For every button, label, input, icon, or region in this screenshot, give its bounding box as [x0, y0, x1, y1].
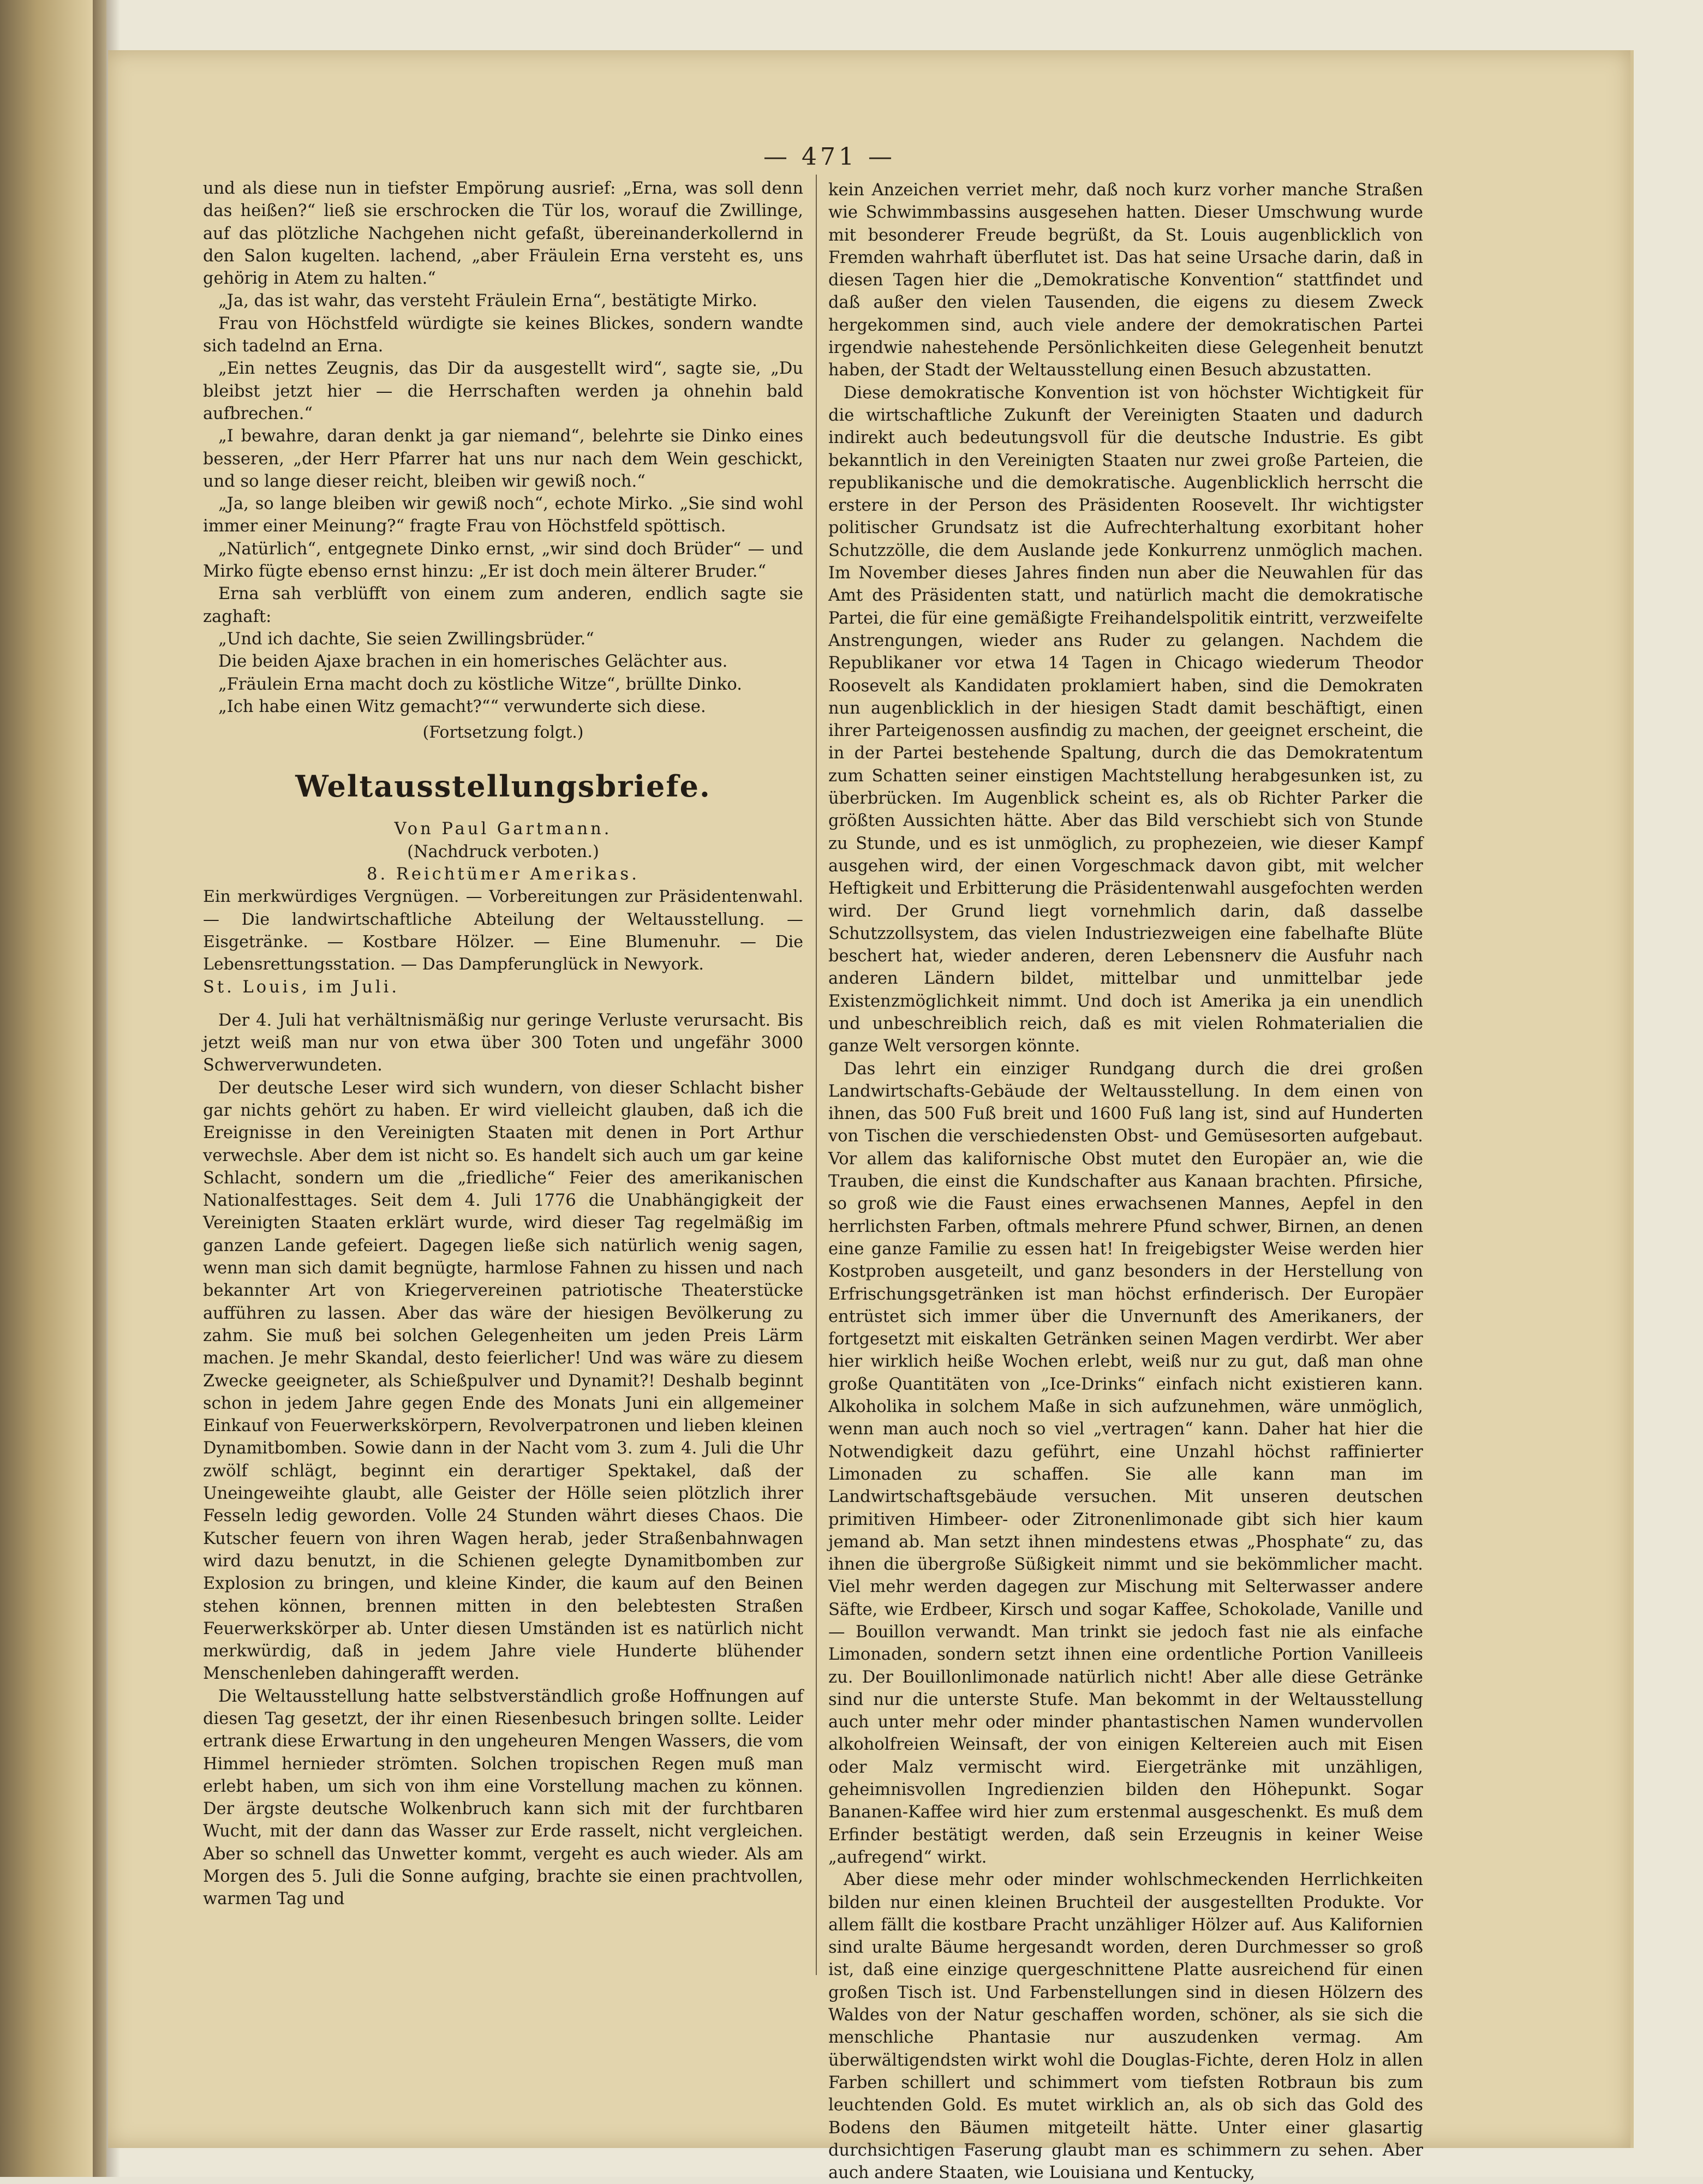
article-paragraph: Das lehrt ein einziger Rundgang durch die drei großen Landwirtschafts-Gebäude der Weltausstellung. In dem einen von ihnen, das 500 Fuß breit und 1600 Fuß lang ist, sind auf Hunderten von Tischen die verschiedensten Obst- und Gemüsesorten aufgebaut. Vor allem das kalifornische Obst mutet den Europäer an, wie die Trauben, die einst die Kundschafter aus Kanaan brachten. Pfirsiche, so groß wie die Faust eines erwachsenen Mannes, Aepfel in den herrlichsten Farben, oftmals mehrere Pfund schwer, Birnen, an denen eine ganze Familie zu essen hat! In freigebigster Weise werden hier Kostproben ausgeteilt, und ganz besonders in der Herstellung von Erfrischungsgetränken ist man höchst erfinderisch. Der Europäer entrüstet sich immer über die Unvernunft des Amerikaners, der fortgesetzt mit eiskalten Getränken seinen Magen verdirbt. Wer aber hier wirklich heiße Wochen erlebt, weiß nur zu gut, daß man ohne große Quantitäten von „Ice-Drinks“ einfach nicht existieren kann. Alkoholika in solchem Maße in sich aufzunehmen, wäre unmöglich, wenn man auch noch so viel „vertragen“ kann. Daher hat hier die Notwendigkeit dazu geführt, eine Unzahl höchst raffinierter Limonaden zu schaffen. Sie alle kann man im Landwirtschaftsgebäude versuchen. Mit unseren deutschen primitiven Himbeer- oder Zitronenlimonade gibt sich hier kaum jemand ab. Man setzt ihnen mindestens etwas „Phosphate“ zu, das ihnen die übergroße Süßigkeit nimmt und sie bekömmlicher macht. Viel mehr werden dagegen zur Mischung mit Selterwasser andere Säfte, wie Erdbeer, Kirsch und sogar Kaffee, Schokolade, Vanille und — Bouillon verwandt. Man trinkt sie jedoch fast nie als einfache Limonaden, sondern setzt ihnen eine ordentliche Portion Vanilleeis zu. Der Bouillonlimonade natürlich nicht! Aber alle diese Getränke sind nur die unterste Stufe. Man bekommt in der Weltausstellung auch unter mehr oder minder phantastischen Namen wundervollen alkoholfreien Weinsaft, der von einigen Keltereien auch mit Eisen oder Malz vermischt wird. Eiergetränke mit unzähligen, geheimnisvollen Ingredienzien bilden den Höhepunkt. Sogar Bananen-Kaffee wird hier zum erstenmal ausgeschenkt. Es muß dem Erfinder bestätigt werden, daß sein Erzeugnis in keiner Weise „aufregend“ wirkt.: [828, 1059, 1423, 1867]
story-paragraph: Frau von Höchstfeld würdigte sie keines Blickes, sondern wandte sich tadelnd an Erna.: [203, 314, 803, 356]
story-paragraph: „Ein nettes Zeugnis, das Dir da ausgestellt wird“, sagte sie, „Du bleibst jetzt hier — die Herrschaften werden ja ohnehin bald aufbrechen.“: [203, 359, 803, 423]
story-paragraph: „Ja, das ist wahr, das versteht Fräulein Erna“, bestätigte Mirko.: [218, 291, 757, 311]
reprint-note: (Nachdruck verboten.): [407, 842, 599, 861]
article-paragraph: kein Anzeichen verriet mehr, daß noch kurz vorher manche Straßen wie Schwimmbassins ausgesehen hatten. Dieser Umschwung wurde mit besonderer Freude begrüßt, da St. Louis augenblicklich von Fremden wahrhaft überflutet ist. Das hat seine Ursache darin, daß in diesen Tagen hier die „Demokratische Konvention“ stattfindet und daß außer den vielen Tausenden, die eigens zu diesem Zweck hergekommen sind, auch viele andere der demokratischen Partei irgendwie nahestehende Persönlichkeiten diese Gelegenheit benutzt haben, der Stadt der Weltausstellung einen Besuch abzustatten.: [828, 181, 1423, 380]
story-paragraph: „I bewahre, daran denkt ja gar niemand“, belehrte sie Dinko eines besseren, „der Herr Pfarrer hat uns nur nach dem Wein geschickt, und so lange dieser reicht, bleiben wir gewiß noch.“: [203, 427, 803, 491]
left-column: [203, 177, 803, 1911]
article-paragraph: Aber diese mehr oder minder wohlschmeckenden Herrlichkeiten bilden nur einen kleinen Bruchteil der ausgestellten Produkte. Vor allem fällt die kostbare Pracht unzähliger Hölzer auf. Aus Kalifornien sind uralte Bäume hergesandt worden, deren Durchmesser so groß ist, daß eine einzige quergeschnittene Platte ausreichend für einen großen Tisch ist. Und Farbenstellungen sind in diesen Hölzern des Waldes von der Natur geschaffen worden, schöner, als sie sich die menschliche Phantasie nur auszudenken vermag. Am überwältigendsten wirkt wohl die Douglas-Fichte, deren Holz in allen Farben schillert und schimmert vom tiefsten Rotbraun bis zum leuchtenden Gold. Es mutet wirklich an, als ob sich das Gold des Bodens den Bäumen mitgeteilt hätte. Unter einer glasartig durchsichtigen Faserung glaubt man es schimmern zu sehen. Aber auch andere Staaten, wie Louisiana und Kentucky,: [828, 1870, 1423, 2183]
story-paragraph: und als diese nun in tiefster Empörung ausrief: „Erna, was soll denn das heißen?“ ließ sie erschrocken die Tür los, worauf die Zwillinge, auf das plötzliche Nachgehen nicht gefaßt, übereinanderkollernd in den Salon kugelten. lachend, „aber Fräulein Erna versteht es, uns gehörig in Atem zu halten.“: [203, 179, 803, 289]
article-paragraph: Der 4. Juli hat verhältnismäßig nur geringe Verluste verursacht. Bis jetzt weiß man nur von etwa über 300 Toten und ungefähr 3000 Schwerverwundeten.: [203, 1010, 803, 1075]
article-title: Weltausstellungsbriefe.: [295, 769, 711, 804]
article-paragraph: Diese demokratische Konvention ist von höchster Wichtigkeit für die wirtschaftliche Zukunft der Vereinigten Staaten und dadurch indirekt auch bedeutungsvoll für die deutsche Industrie. Es gibt bekanntlich in den Vereinigten Staaten nur zwei große Parteien, die republikanische und die demokratische. Augenblicklich herrscht die erstere in der Person des Präsidenten Roosevelt. Ihr wichtigster politischer Grundsatz ist die Aufrechterhaltung exorbitant hoher Schutzzölle, die dem Auslande jede Konkurrenz unmöglich machen. Im November dieses Jahres finden nun aber die Neuwahlen für das Amt des Präsidenten statt, und natürlich macht die demokratische Partei, die für eine gemäßigte Freihandelspolitik eintritt, verzweifelte Anstrengungen, wieder ans Ruder zu gelangen. Nachdem die Republikaner vor etwa 14 Tagen in Chicago wiederum Theodor Roosevelt als Kandidaten proklamiert haben, sind die Demokraten nun augenblicklich in der hiesigen Stadt damit beschäftigt, einen ihrer Parteigenossen ausfindig zu machen, der geeignet erscheint, die in der Partei bestehende Spaltung, durch die das Demokratentum zum Schatten seiner einstigen Machtstellung herabgesunken ist, zu überbrücken. Im Augenblick scheint es, als ob Richter Parker die größten Aussichten hätte. Aber das Bild verschiebt sich von Stunde zu Stunde, und es ist unmöglich, zu prophezeien, wie dieser Kampf ausgehen wird, der einen Vorgeschmack davon gibt, mit welcher Heftigkeit und Erbitterung die Präsidentenwahl ausgefochten werden wird. Der Grund liegt vornehmlich darin, daß dasselbe Schutzzollsystem, das vielen Industriezweigen eine fabelhafte Blüte beschert hat, wieder anderen, deren Lebensnerv die Ausfuhr nach anderen Ländern bildet, mittelbar und unmittelbar jede Existenzmöglichkeit nimmt. Und doch ist Amerika ja ein unendlich und unbeschreiblich reich, daß es mit vielen Rohmaterialien die ganze Welt versorgen könnte.: [828, 383, 1423, 1056]
story-paragraph: „Ja, so lange bleiben wir gewiß noch“, echote Mirko. „Sie sind wohl immer einer Meinung?“ fragte Frau von Höchstfeld spöttisch.: [203, 494, 803, 536]
continued-note: (Fortsetzung folgt.): [422, 723, 584, 743]
article-subtitle: 8. Reichtümer Amerikas.: [367, 865, 640, 884]
dateline: St. Louis, im Juli.: [203, 977, 400, 997]
facing-page-edge: [0, 0, 106, 2177]
story-paragraph: „Und ich dachte, Sie seien Zwillingsbrüder.“: [218, 629, 594, 649]
page-number: — 471 —: [763, 143, 895, 171]
story-paragraph: „Ich habe einen Witz gemacht?““ verwunderte sich diese.: [218, 697, 706, 716]
story-paragraph: Die beiden Ajaxe brachen in ein homerisches Gelächter aus.: [218, 652, 728, 672]
article-paragraph: Die Weltausstellung hatte selbstverständlich große Hoffnungen auf diesen Tag gesetzt, der ihr einen Riesenbesuch bringen sollte. Leider ertrank diese Erwartung in den ungeheuren Mengen Wassers, die vom Himmel hernieder strömten. Solchen tropischen Regen muß man erlebt haben, um sich von ihm eine Vorstellung machen zu können. Der ärgste deutsche Wolkenbruch kann sich mit der furchtbaren Wucht, mit der dann das Wasser zur Erde rasselt, nicht vergleichen. Aber so schnell das Unwetter kommt, vergeht es auch wieder. Als am Morgen des 5. Juli die Sonne aufging, brachte sie einen prachtvollen, warmen Tag und: [203, 1686, 803, 1909]
right-column: [828, 179, 1423, 2184]
article-summary: Ein merkwürdiges Vergnügen. — Vorbereitungen zur Präsidentenwahl. — Die landwirtschaftliche Abteilung der Weltausstellung. — Eisgetränke. — Kostbare Hölzer. — Eine Blumenuhr. — Die Lebensrettungsstation. — Das Dampferunglück in Newyork.: [203, 887, 803, 974]
byline: Von Paul Gartmann.: [394, 819, 612, 839]
article-paragraph: Der deutsche Leser wird sich wundern, von dieser Schlacht bisher gar nichts gehört zu haben. Er wird vielleicht glauben, daß ich die Ereignisse in den Vereinigten Staaten mit denen in Port Arthur verwechsle. Aber dem ist nicht so. Es handelt sich auch um gar keine Schlacht, sondern um die „friedliche“ Feier des amerikanischen Nationalfesttages. Seit dem 4. Juli 1776 die Unabhängigkeit der Vereinigten Staaten erklärt wurde, wird dieser Tag regelmäßig im ganzen Lande gefeiert. Dagegen ließe sich natürlich wenig sagen, wenn man sich damit begnügte, harmlose Fahnen zu hissen und nach bekannter Art von Kriegervereinen patriotische Theaterstücke aufführen zu lassen. Aber das wäre der hiesigen Bevölkerung zu zahm. Sie muß bei solchen Gelegenheiten um jeden Preis Lärm machen. Je mehr Skandal, desto feierlicher! Und was wäre zu diesem Zwecke geeigneter, als Schießpulver und Dynamit?! Deshalb beginnt schon in jedem Jahre gegen Ende des Monats Juni ein allgemeiner Einkauf von Feuerwerkskörpern, Revolverpatronen und lieben kleinen Dynamitbomben. Sowie dann in der Nacht vom 3. zum 4. Juli die Uhr zwölf schlägt, beginnt ein derartiger Spektakel, daß der Uneingeweihte glaubt, alle Geister der Hölle seien plötzlich ihrer Fesseln ledig geworden. Volle 24 Stunden währt dieses Chaos. Die Kutscher feuern von ihren Wagen herab, jeder Straßenbahnwagen wird dazu benutzt, in die Schienen gelegte Dynamitbomben zur Explosion zu bringen, und kleine Kinder, die kaum auf den Beinen stehen können, brennen mitten in den belebtesten Straßen Feuerwerkskörper ab. Unter diesen Umständen ist es natürlich nicht merkwürdig, daß in jedem Jahre viele Hunderte blühender Menschenleben dahingerafft werden.: [203, 1078, 803, 1684]
story-paragraph: Erna sah verblüfft von einem zum anderen, endlich sagte sie zaghaft:: [203, 584, 803, 626]
story-paragraph: „Natürlich“, entgegnete Dinko ernst, „wir sind doch Brüder“ — und Mirko fügte ebenso ernst hinzu: „Er ist doch mein älterer Bruder.“: [203, 539, 803, 582]
story-paragraph: „Fräulein Erna macht doch zu köstliche Witze“, brüllte Dinko.: [218, 674, 742, 694]
column-divider: [816, 175, 817, 1975]
